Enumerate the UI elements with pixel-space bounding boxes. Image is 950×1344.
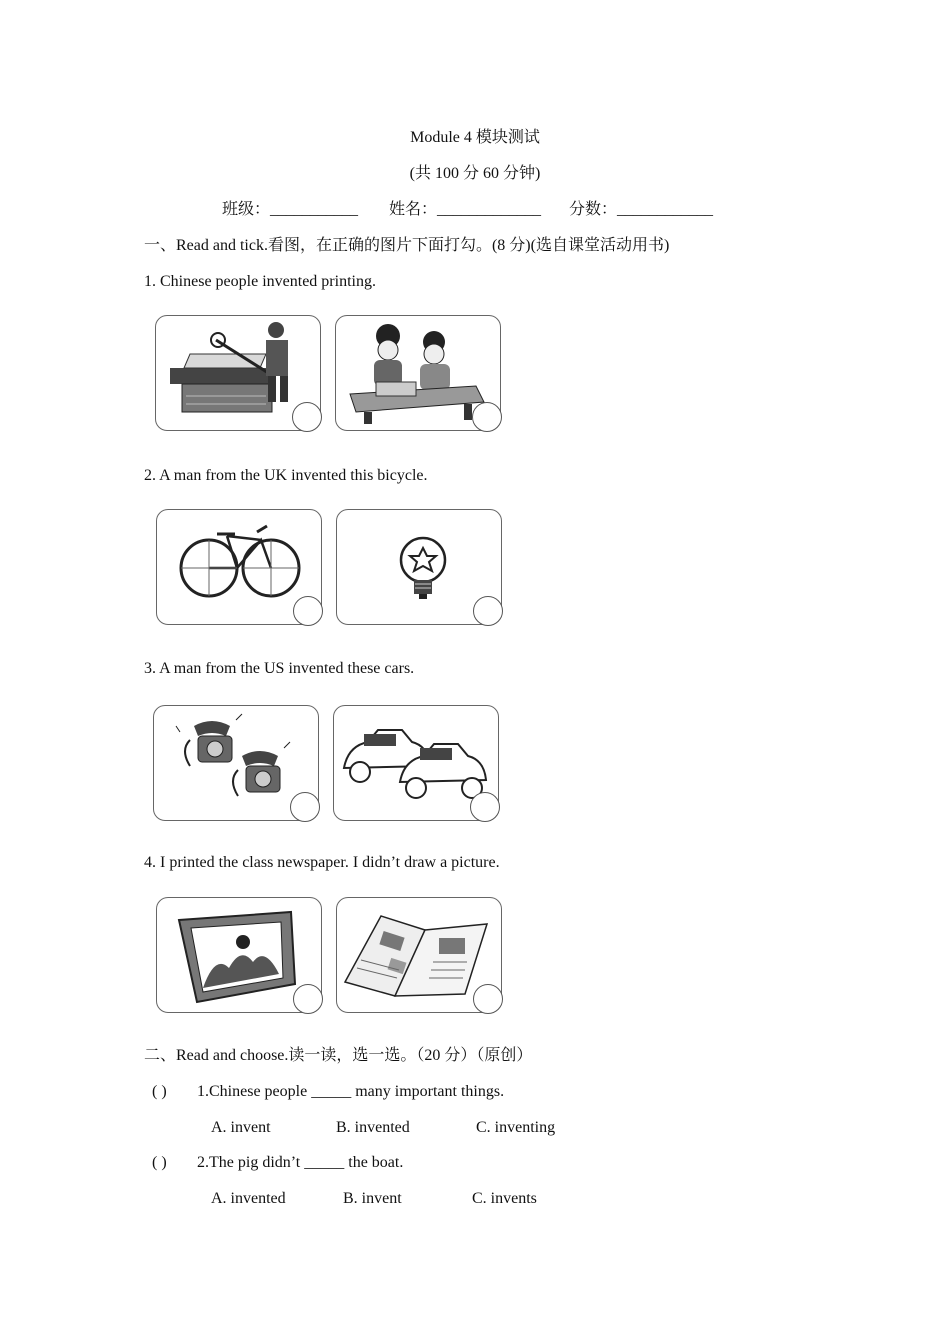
question-3-option-a[interactable]: [153, 705, 319, 821]
question-stem: 2.The pig didn’t _____ the boat.: [197, 1154, 404, 1171]
question-2-text: 2. A man from the UK invented this bicycle.: [144, 467, 428, 484]
question-1-option-b[interactable]: [335, 315, 501, 431]
tick-circle[interactable]: [293, 984, 323, 1014]
answer-blank[interactable]: ( ): [152, 1154, 167, 1171]
option-b[interactable]: B. invent: [343, 1190, 402, 1207]
name-field[interactable]: 姓名：_____________: [389, 201, 542, 218]
tick-circle[interactable]: [473, 984, 503, 1014]
tick-circle[interactable]: [290, 792, 320, 822]
question-4-text: 4. I printed the class newspaper. I didn’t draw a picture.: [144, 854, 500, 871]
page-subtitle: (共 100 分 60 分钟): [409, 165, 541, 182]
question-4-option-b[interactable]: [336, 897, 502, 1013]
question-3-text: 3. A man from the US invented these cars.: [144, 660, 415, 677]
tick-circle[interactable]: [472, 402, 502, 432]
score-field[interactable]: 分数：____________: [569, 201, 714, 218]
question-1-text: 1. Chinese people invented printing.: [144, 273, 376, 290]
question-1-option-a[interactable]: [155, 315, 321, 431]
tick-circle[interactable]: [470, 792, 500, 822]
question-3-option-b[interactable]: [333, 705, 499, 821]
answer-blank[interactable]: ( ): [152, 1083, 167, 1100]
option-a[interactable]: A. invent: [211, 1119, 271, 1136]
section1-heading: 一、Read and tick.看图，在正确的图片下面打勾。(8 分)(选自课堂活动用书): [144, 237, 670, 254]
option-a[interactable]: A. invented: [211, 1190, 286, 1207]
question-4-option-a[interactable]: [156, 897, 322, 1013]
tick-circle[interactable]: [292, 402, 322, 432]
tick-circle[interactable]: [293, 596, 323, 626]
page-title: Module 4 模块测试: [410, 129, 540, 146]
question-stem: 1.Chinese people _____ many important things.: [197, 1083, 505, 1100]
tick-circle[interactable]: [473, 596, 503, 626]
question-2-option-b[interactable]: [336, 509, 502, 625]
option-c[interactable]: C. invents: [472, 1190, 537, 1207]
question-2-option-a[interactable]: [156, 509, 322, 625]
option-b[interactable]: B. invented: [336, 1119, 410, 1136]
class-field[interactable]: 班级：___________: [222, 201, 359, 218]
option-c[interactable]: C. inventing: [476, 1119, 556, 1136]
section2-heading: 二、Read and choose.读一读，选一选。（20 分）（原创）: [144, 1047, 533, 1064]
